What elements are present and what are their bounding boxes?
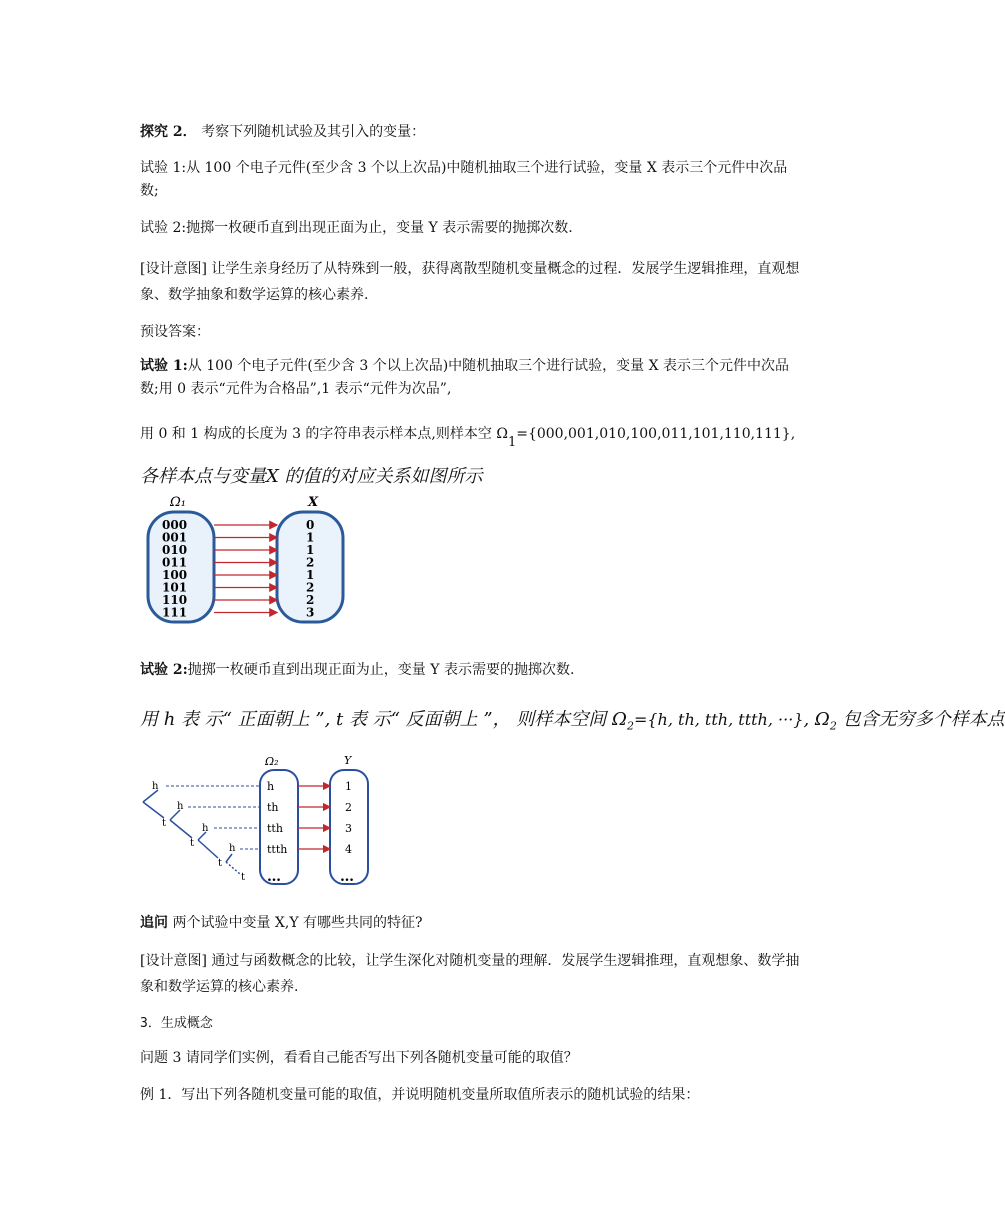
diagram2-tree-t: t <box>162 818 167 829</box>
experiment1-text: 试验 1:从 100 个电子元件(至少含 3 个以上次品)中随机抽取三个进行试验，变量 X 表示三个元件中次品数; <box>140 160 788 199</box>
diagram1-value: 1 <box>306 530 315 545</box>
followup-line <box>140 913 423 933</box>
diagram1-value: 2 <box>306 555 315 570</box>
answer2-text: 抛掷一枚硬币直到出现正面为止，变量 Y 表示需要的抛掷次数. <box>187 662 575 678</box>
sample-space-1-suffix: ={000,001,010,100,011,101,110,111}, <box>516 426 796 442</box>
diagram2-tree-h: h <box>229 843 236 854</box>
explore2-heading <box>140 122 425 142</box>
diagram1-sample: 101 <box>162 580 188 595</box>
diagram2-value: … <box>340 869 354 885</box>
answer1-paragraph <box>140 355 805 401</box>
diagram2-sample: … <box>267 869 281 885</box>
diagram1-sample: 000 <box>162 518 188 532</box>
diagram1-value: 1 <box>306 568 315 582</box>
example-1: 例 1．写出下列各随机变量可能的取值，并说明随机变量所取值所表示的随机试验的结果： <box>140 1087 700 1103</box>
design-intent-1: [设计意图] 让学生亲身经历了从特殊到一般，获得离散型随机变量概念的过程．发展学生逻辑推理，直观想象、数学抽象和数学运算的核心素养. <box>140 261 800 303</box>
diagram2-tree-t: t <box>218 858 223 869</box>
followup-text: 两个试验中变量 X,Y 有哪些共同的特征? <box>168 915 423 931</box>
section-3-heading: 3．生成概念 <box>140 1016 213 1031</box>
sample-space-2 <box>140 705 1005 733</box>
experiment2-text: 试验 2:抛掷一枚硬币直到出现正面为止，变量 Y 表示需要的抛掷次数. <box>140 220 573 236</box>
diagram2-tree-h: h <box>202 823 209 834</box>
diagram2-left-label: Ω₂ <box>265 755 279 768</box>
sample-space-2-set: ={h, th, tth, ttth, ···} <box>633 710 804 729</box>
diagram1-sample: 010 <box>162 543 188 557</box>
diagram2-tree-h: h <box>177 801 184 812</box>
diagram2-sample: ttth <box>267 843 288 856</box>
diagram2-tree-t: t <box>241 872 246 883</box>
sample-space-1-prefix: 用 0 和 1 构成的长度为 3 的字符串表示样本点,则样本空 Ω <box>140 426 508 442</box>
diagram1-right-label: X <box>308 495 319 510</box>
explore2-title: 探究 2． <box>140 124 197 140</box>
diagram1-sample: 110 <box>162 593 188 607</box>
sample-space-2-text: 用 h 表 示“ 正面朝上 ”, t 表 示“ 反面朝上 ”， 则样本空间 Ω <box>140 709 627 730</box>
diagram1-value: 1 <box>306 543 315 557</box>
sample-space-1 <box>140 424 795 449</box>
sample-space-1-subscript: 1 <box>507 434 517 450</box>
diagram2-value: 4 <box>345 843 352 856</box>
answer2-line <box>140 660 574 680</box>
diagram2-value: 1 <box>345 780 352 793</box>
diagram1-sample: 011 <box>162 555 188 570</box>
design-intent-2: [设计意图] 通过与函数概念的比较，让学生深化对随机变量的理解．发展学生逻辑推理，直观想象、数学抽象和数学运算的核心素养. <box>140 953 800 995</box>
sample-space-2-subscript: 2 <box>626 719 634 733</box>
diagram1-sample: 111 <box>162 605 188 620</box>
diagram2-value: 3 <box>345 822 352 835</box>
answer1-text: 从 100 个电子元件(至少含 3 个以上次品)中随机抽取三个进行试验，变量 X 表示三个元件中次品数;用 0 表示“元件为合格品”,1 表示“元件为次品”, <box>140 358 790 397</box>
diagram2-tree <box>143 790 240 874</box>
question-3: 问题 3 请同学们实例，看看自己能否写出下列各随机变量可能的取值？ <box>140 1050 578 1066</box>
sample-space-2-tail: 包含无穷多个样本点 <box>836 709 1005 730</box>
correspondence-1: 各样本点与变量X 的值的对应关系如图所示 <box>140 466 483 487</box>
diagram1-left-label: Ω₁ <box>170 495 186 510</box>
diagram2-value: 2 <box>345 801 352 814</box>
explore2-intro: 考察下列随机试验及其引入的变量： <box>201 124 426 140</box>
answer2-label: 试验 2: <box>140 662 188 678</box>
diagram1-sample: 001 <box>162 530 188 545</box>
sample-space-2-tail-subscript: 2 <box>829 719 837 733</box>
followup-label: 追问 <box>140 915 168 931</box>
diagram2-sample: th <box>267 801 279 814</box>
diagram1-value: 2 <box>306 593 315 607</box>
diagram2-sample: h <box>267 780 275 793</box>
diagram2-right-label: Y <box>344 754 352 767</box>
diagram1-value: 3 <box>306 605 315 620</box>
sample-space-2-tail-prefix: , Ω <box>803 709 830 730</box>
preset-answer: 预设答案： <box>140 324 210 340</box>
diagram2-sample: tth <box>267 822 283 835</box>
diagram2-tree-h: h <box>152 781 159 792</box>
diagram-2 <box>140 752 380 890</box>
diagram2-tree-t: t <box>190 838 195 849</box>
answer1-label: 试验 1: <box>140 358 188 374</box>
diagram1-sample: 100 <box>162 568 188 582</box>
diagram1-value: 2 <box>306 580 315 595</box>
diagram1-value: 0 <box>306 518 315 532</box>
diagram-1 <box>140 494 360 629</box>
